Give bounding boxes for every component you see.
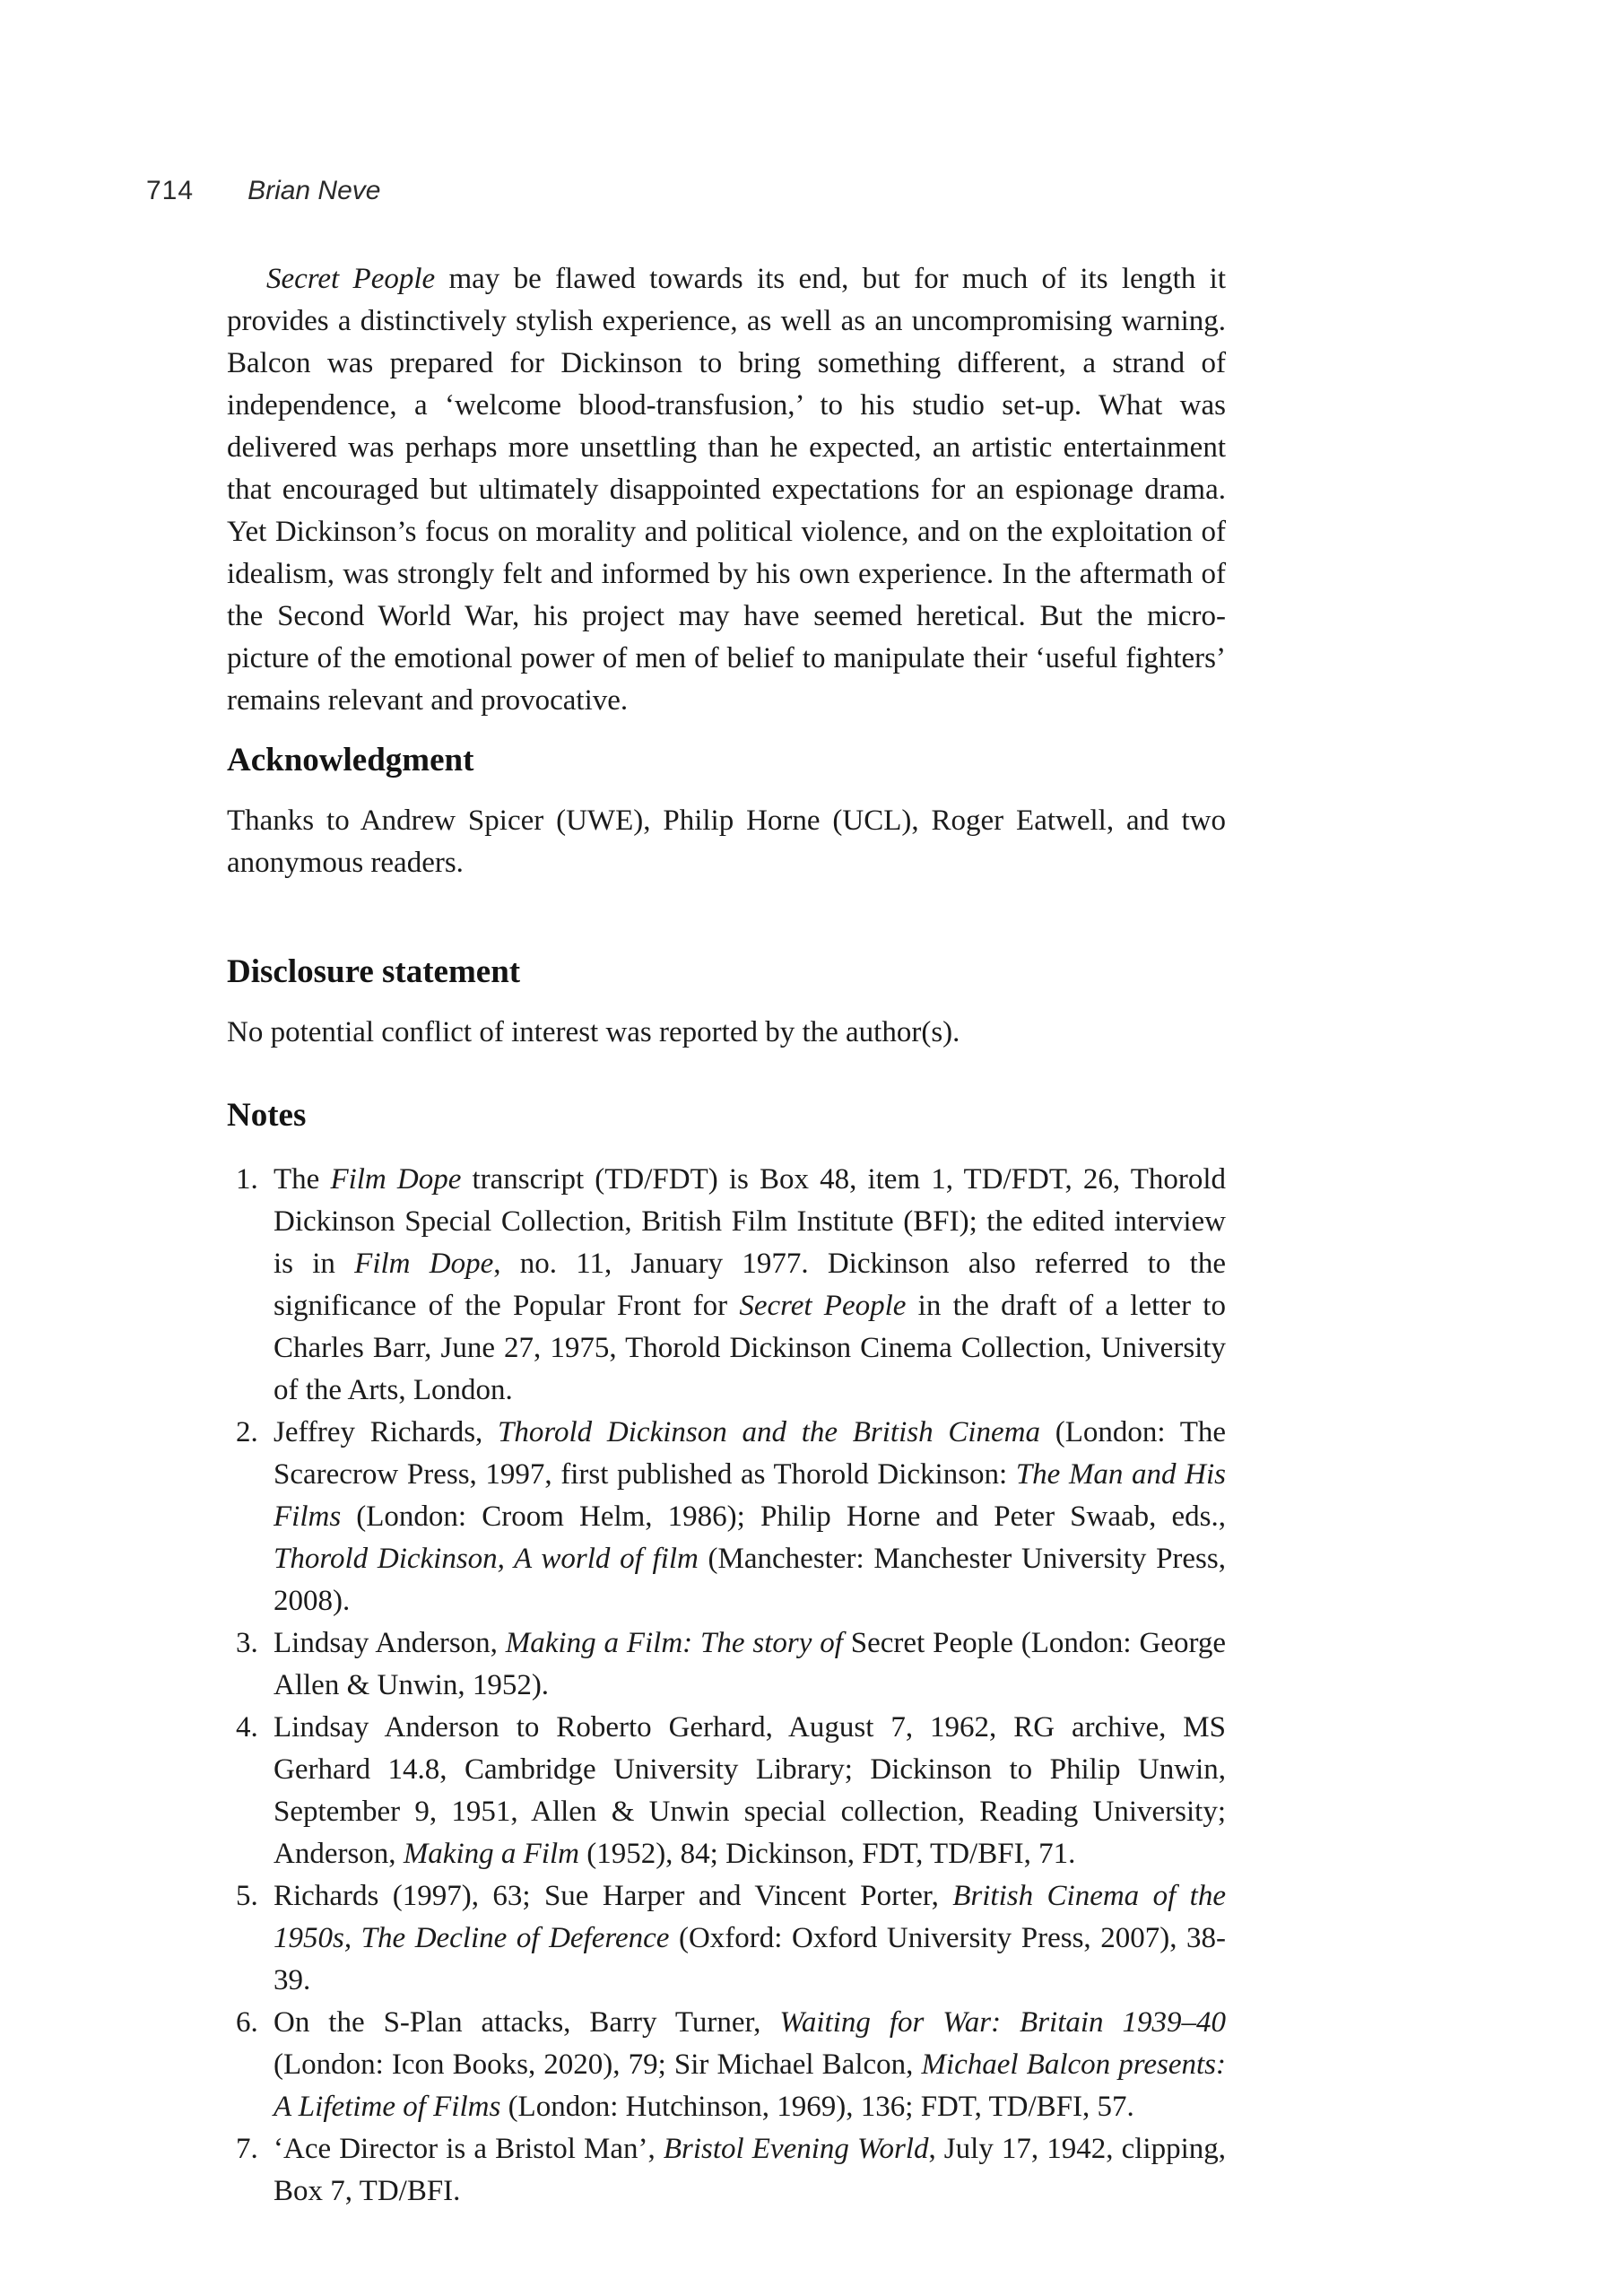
section-acknowledgment — [227, 741, 1226, 884]
page-header — [146, 176, 380, 206]
note-item — [236, 1159, 1226, 1412]
note-text: Jeffrey Richards, Thorold Dickinson and the British Cinema (London: The Scarecrow Press, 1997, first published as Thorold Dickinson: The Man and His Films (London: Croom Helm, 1986); Philip Horne and Peter Swaab, eds., Thorold Dickinson, A world of film (Manchester: Manchester University Press, 2008). — [274, 1416, 1227, 1617]
note-item — [236, 1412, 1226, 1622]
opening-paragraph: Secret People may be flawed towards its end, but for much of its length it provides a distinctively stylish experience, as well as an uncompromising warning. Balcon was prepared for Dickinson to bring something different, a strand of independence, a ‘welcome blood-transfusion,’ to his studio set-up. What was delivered was perhaps more unsettling than he expected, an artistic entertainment that encouraged but ultimately disappointed expectations for an espionage drama. Yet Dickinson’s focus on morality and political violence, and on the exploitation of idealism, was strongly felt and informed by his own experience. In the aftermath of the Second World War, his project may have seemed heretical. But the micro-picture of the emotional power of men of belief to manipulate their ‘useful fighters’ remains relevant and provocative. — [227, 263, 1226, 717]
note-text: The Film Dope transcript (TD/FDT) is Box 48, item 1, TD/FDT, 26, Thorold Dickinson Special Collection, British Film Institute (BFI); the edited interview is in Film Dope, no. 11, January 1977. Dickinson also referred to the significance of the Popular Front for Secret People in the draft of a letter to Charles Barr, June 27, 1975, Thorold Dickinson Cinema Collection, University of the Arts, London. — [274, 1163, 1227, 1406]
notes-list — [227, 1159, 1226, 2213]
note-text: On the S-Plan attacks, Barry Turner, Waiting for War: Britain 1939–40 (London: Icon Books, 2020), 79; Sir Michael Balcon, Michael Balcon presents: A Lifetime of Films (London: Hutchinson, 1969), 136; FDT, TD/BFI, 57. — [274, 2006, 1227, 2123]
note-number: 3. — [236, 1627, 258, 1659]
section-notes — [227, 1096, 1226, 2213]
note-item — [236, 2128, 1226, 2213]
acknowledgment-text: Thanks to Andrew Spicer (UWE), Philip Horne (UCL), Roger Eatwell, and two anonymous readers. — [227, 804, 1226, 879]
note-number: 6. — [236, 2006, 258, 2039]
note-number: 4. — [236, 1711, 258, 1744]
notes-heading: Notes — [227, 1097, 307, 1134]
note-text: Lindsay Anderson to Roberto Gerhard, August 7, 1962, RG archive, MS Gerhard 14.8, Cambridge University Library; Dickinson to Philip Unwin, September 9, 1951, Allen & Unwin special collection, Reading University; Anderson, Making a Film (1952), 84; Dickinson, FDT, TD/BFI, 71. — [274, 1711, 1226, 1870]
note-item — [236, 1707, 1226, 1875]
note-number: 7. — [236, 2133, 258, 2165]
disclosure-text: No potential conflict of interest was reported by the author(s). — [227, 1016, 960, 1048]
note-number: 2. — [236, 1416, 258, 1448]
acknowledgment-heading: Acknowledgment — [227, 742, 474, 778]
note-item — [236, 2002, 1226, 2128]
page-number: 714 — [146, 176, 195, 205]
note-item — [236, 1622, 1226, 1707]
section-disclosure — [227, 952, 1226, 1054]
section-opening — [227, 258, 1226, 722]
note-text: Lindsay Anderson, Making a Film: The story of Secret People (London: George Allen & Unwin, 1952). — [274, 1627, 1226, 1701]
note-item — [236, 1875, 1226, 2002]
note-number: 1. — [236, 1163, 258, 1196]
note-text: ‘Ace Director is a Bristol Man’, Bristol Evening World, July 17, 1942, clipping, Box 7, TD/BFI. — [274, 2133, 1226, 2207]
disclosure-heading: Disclosure statement — [227, 953, 521, 990]
running-author: Brian Neve — [248, 176, 381, 205]
note-number: 5. — [236, 1880, 258, 1912]
note-text: Richards (1997), 63; Sue Harper and Vincent Porter, British Cinema of the 1950s, The Decline of Deference (Oxford: Oxford University Press, 2007), 38-39. — [274, 1880, 1226, 1996]
